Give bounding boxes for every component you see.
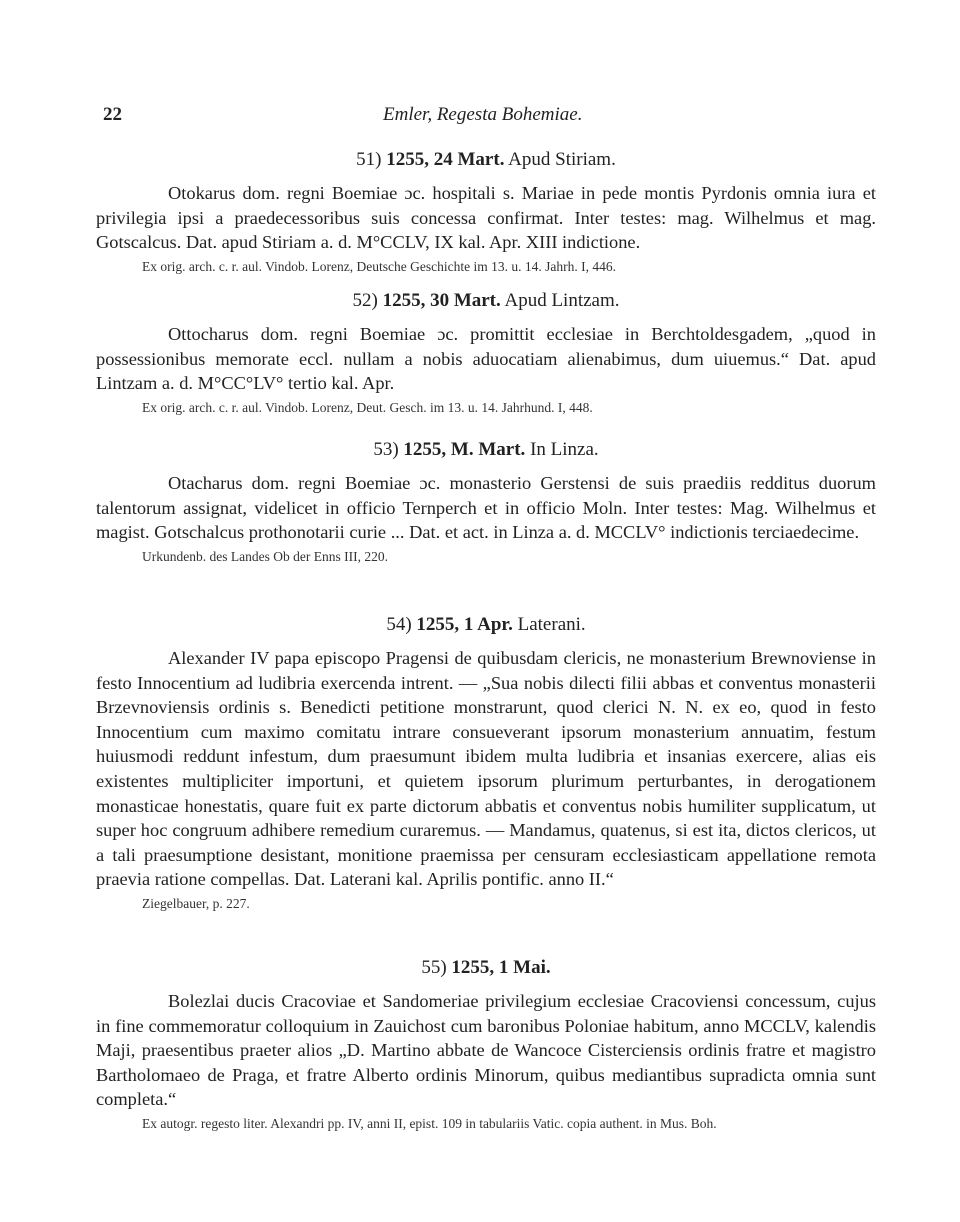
entry-text: Otacharus dom. regni Boemiae ɔc. monasterio Gerstensi de suis praediis redditus duorum talentorum assignat, videlicet in officio Ternperch et in officio Moln. Inter testes: Mag. Wilhelmus et magist. Gotschalcus prothonotarii curie ... Dat. et act. in Linza a. d. MCCLV° indictionis terciaedecime. <box>96 473 876 543</box>
entry-place: Laterani. <box>517 614 586 635</box>
entry-heading <box>96 437 876 463</box>
running-title: Emler, Regesta Bohemiae. <box>383 104 583 125</box>
entry-date: 1255, 1 Apr. <box>416 614 513 635</box>
regest-entry-52 <box>96 288 876 417</box>
entry-number: 51) <box>356 149 382 170</box>
entry-number: 53) <box>373 439 399 460</box>
entry-date: 1255, 30 Mart. <box>382 290 501 311</box>
entry-heading <box>96 955 876 981</box>
entry-date: 1255, 1 Mai. <box>451 957 551 978</box>
entry-place: Apud Lintzam. <box>504 290 620 311</box>
entry-source: Ziegelbauer, p. 227. <box>142 895 250 911</box>
entry-source: Ex orig. arch. c. r. aul. Vindob. Lorenz, Deutsche Geschichte im 13. u. 14. Jahrh. I, 446. <box>142 258 616 274</box>
entry-text: Alexander IV papa episcopo Pragensi de quibusdam clericis, ne monasterium Brewnoviense in festo Innocentium ad ludibria exercenda intrent. — „Sua nobis dilecti filii abbas et conventus monasterii Brzevnoviensis ordinis s. Benedicti petitione monstrarunt, quod clerici N. N. ex eo, quod in festo Innocentium cum maximo comitatu intrare consueverant ipsorum monasterium annuatim, festum huiusmodi reddunt infestum, dum praesumunt ibidem multa ludibria et insanias exercere, alias eis existentes multipliciter importuni, et quietem ipsorum plurimum perturbantes, in derogationem monasticae honestatis, quare fuit ex parte dictorum abbatis et conventus nobis humiliter supplicatum, ut super hoc congruum adhibere remedium curaremus. — Mandamus, quatenus, si est ita, dictos clericos, ut a tali praesumptione desistant, monitione praemissa per censuram ecclesiasticam appellatione remota praevia ratione compellas. Dat. Laterani kal. Aprilis pontific. anno II.“ <box>96 648 876 890</box>
entry-number: 55) <box>421 957 447 978</box>
entry-text: Bolezlai ducis Cracoviae et Sandomeriae privilegium ecclesiae Cracoviensi concessum, cujus in fine commemoratur colloquium in Zauichost cum baronibus Poloniae habitum, anno MCCLV, kalendis Maji, praesentibus praeter alios „D. Martino abbate de Wancoce Cisterciensis ordinis fratre et magistro Bartholomaeo de Praga, et fratre Alberto ordinis Minorum, quibus mediantibus supradicta omnia sunt completa.“ <box>96 991 876 1110</box>
regest-entry-53 <box>96 437 876 566</box>
entry-number: 54) <box>386 614 412 635</box>
entry-date: 1255, M. Mart. <box>403 439 526 460</box>
entry-place: Apud Stiriam. <box>508 149 616 170</box>
page-header <box>0 104 960 132</box>
entry-heading <box>96 147 876 173</box>
page-number: 22 <box>103 104 122 125</box>
entry-source: Urkundenb. des Landes Ob der Enns III, 220. <box>142 548 388 564</box>
entry-heading <box>96 288 876 314</box>
entry-text: Ottocharus dom. regni Boemiae ɔc. promittit ecclesiae in Berchtoldesgadem, „quod in possessionibus memorate eccl. nullam a nobis aduocatiam alienabimus, dum uiuemus.“ Dat. apud Lintzam a. d. M°CC°LV° tertio kal. Apr. <box>96 324 876 394</box>
regest-entry-51 <box>96 147 876 276</box>
entry-number: 52) <box>352 290 378 311</box>
entry-text: Otokarus dom. regni Boemiae ɔc. hospitali s. Mariae in pede montis Pyrdonis omnia iura et privilegia ipsi a praedecessoribus suis concessa confirmat. Inter testes: mag. Wilhelmus et mag. Gotscalcus. Dat. apud Stiriam a. d. M°CCLV, IX kal. Apr. XIII indictione. <box>96 183 876 253</box>
regest-entry-55 <box>96 955 876 1133</box>
regest-entry-54 <box>96 612 876 913</box>
entry-source: Ex orig. arch. c. r. aul. Vindob. Lorenz, Deut. Gesch. im 13. u. 14. Jahrhund. I, 448. <box>142 399 593 415</box>
entry-source: Ex autogr. regesto liter. Alexandri pp. IV, anni II, epist. 109 in tabulariis Vatic. copia authent. in Mus. Boh. <box>142 1115 717 1131</box>
entry-heading <box>96 612 876 638</box>
entry-place: In Linza. <box>530 439 599 460</box>
entry-date: 1255, 24 Mart. <box>386 149 505 170</box>
